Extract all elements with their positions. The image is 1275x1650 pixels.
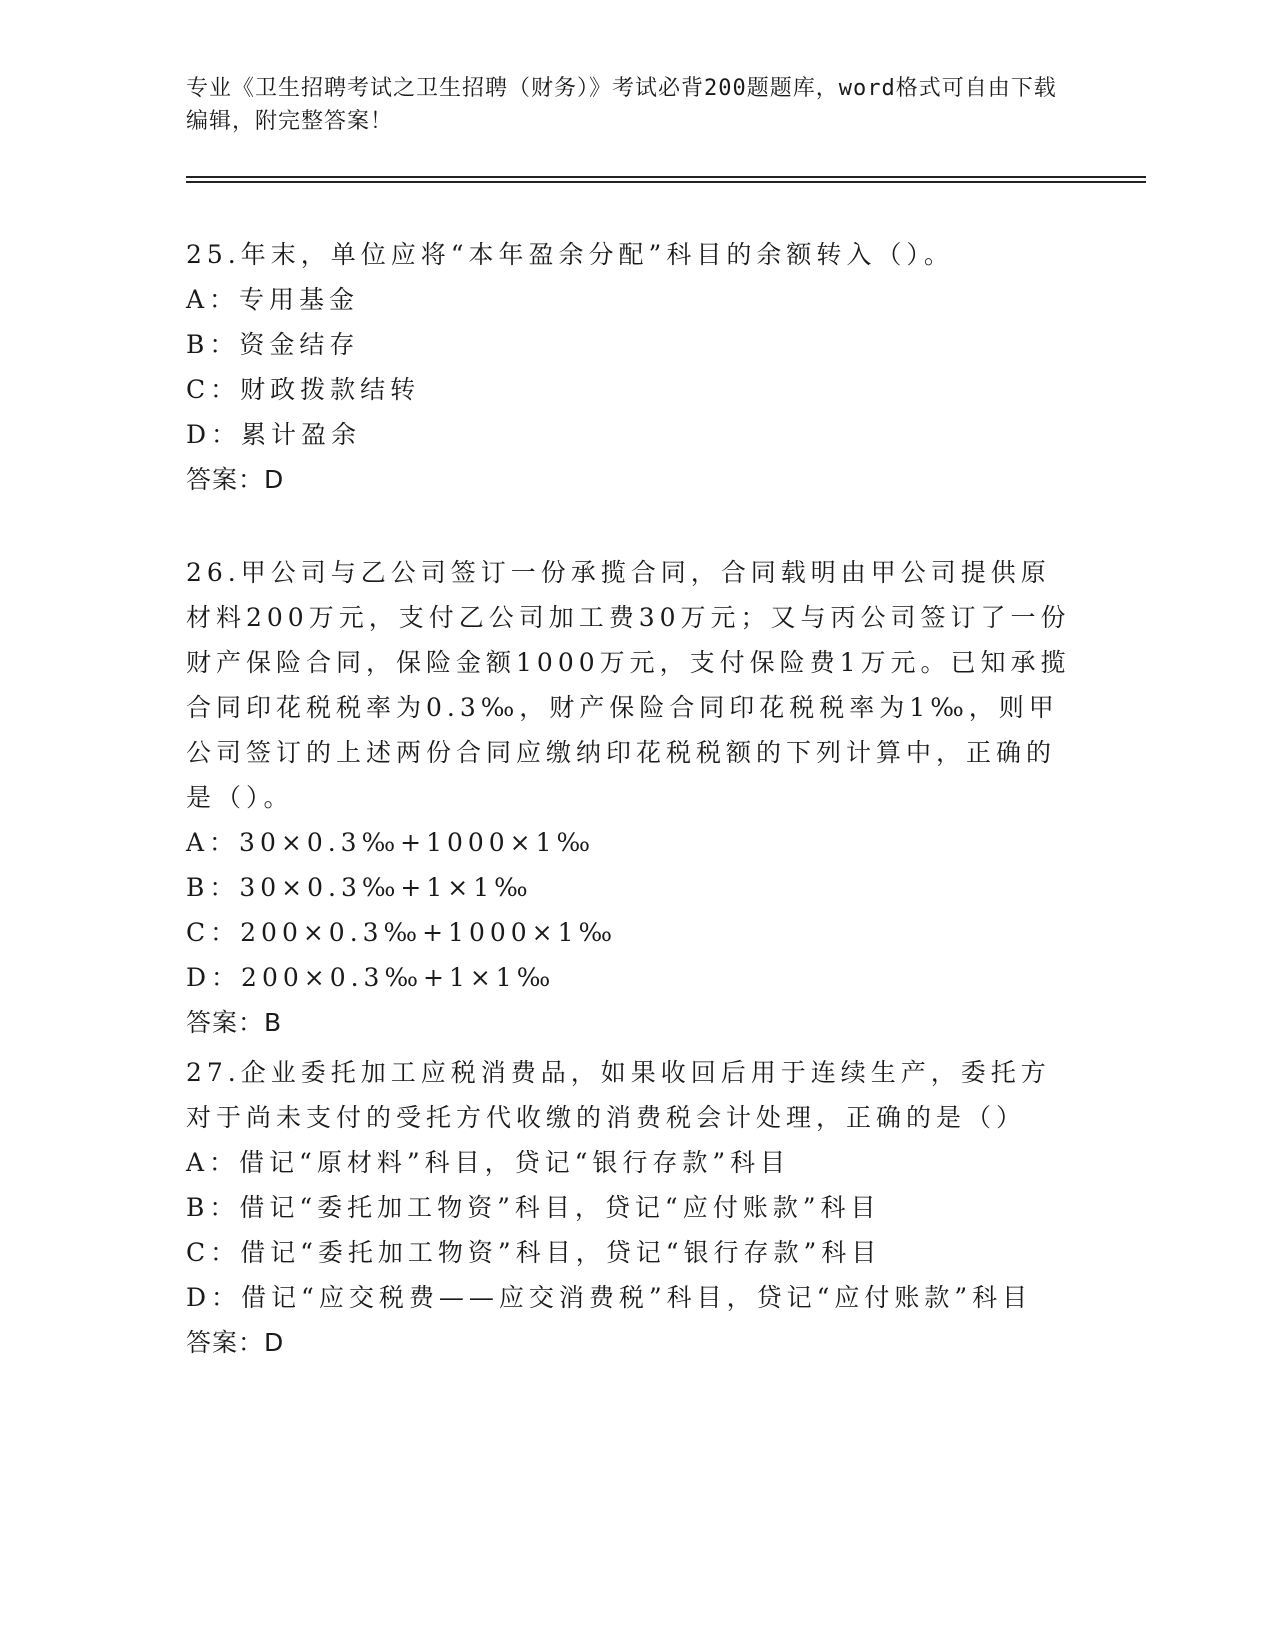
answer: 答案：D xyxy=(186,465,285,494)
option-d: D：累计盈余 xyxy=(186,420,362,449)
header-divider-bottom xyxy=(186,181,1146,183)
option-c: C：200×0.3‰+1000×1‰ xyxy=(186,918,618,947)
option-b: B：30×0.3‰+1×1‰ xyxy=(186,873,533,902)
option-c: C：财政拨款结转 xyxy=(186,375,421,404)
header-divider-top xyxy=(186,176,1146,178)
option-a: A：30×0.3‰+1000×1‰ xyxy=(186,828,596,857)
question-stem xyxy=(186,1050,1076,1140)
question-stem xyxy=(186,232,1076,277)
question-number: 25. xyxy=(186,240,241,269)
question-number: 27. xyxy=(186,1058,241,1087)
question-27 xyxy=(186,1050,1076,1365)
answer: 答案：B xyxy=(186,1008,283,1037)
question-26 xyxy=(186,550,1076,1045)
option-a: A：借记“原材料”科目，贷记“银行存款”科目 xyxy=(186,1148,791,1177)
option-b: B：资金结存 xyxy=(186,330,360,359)
document-header: 专业《卫生招聘考试之卫生招聘（财务）》考试必背200题题库，word格式可自由下载编辑，附完整答案！ xyxy=(186,76,1057,134)
option-b: B：借记“委托加工物资”科目，贷记“应付账款”科目 xyxy=(186,1193,881,1222)
option-a: A：专用基金 xyxy=(186,285,360,314)
question-text: 年末，单位应将“本年盈余分配”科目的余额转入（）。 xyxy=(240,240,954,269)
question-text: 甲公司与乙公司签订一份承揽合同，合同载明由甲公司提供原材料200万元，支付乙公司加工费30万元；又与丙公司签订了一份财产保险合同，保险金额1000万元，支付保险费1万元。已知承揽合同印花税税率为0.3‰，财产保险合同印花税税率为1‰，则甲公司签订的上述两份合同应缴纳印花税税额的下列计算中，正确的是（）。 xyxy=(186,558,1071,812)
answer: 答案：D xyxy=(186,1328,285,1357)
option-c: C：借记“委托加工物资”科目，贷记“银行存款”科目 xyxy=(186,1238,882,1267)
option-d: D：借记“应交税费——应交消费税”科目，贷记“应付账款”科目 xyxy=(186,1283,1033,1312)
question-number: 26. xyxy=(186,558,241,587)
question-25 xyxy=(186,232,1076,502)
question-text: 企业委托加工应税消费品，如果收回后用于连续生产，委托方对于尚未支付的受托方代收缴的消费税会计处理，正确的是（） xyxy=(186,1058,1051,1132)
question-stem xyxy=(186,550,1076,820)
option-d: D：200×0.3‰+1×1‰ xyxy=(186,963,556,992)
